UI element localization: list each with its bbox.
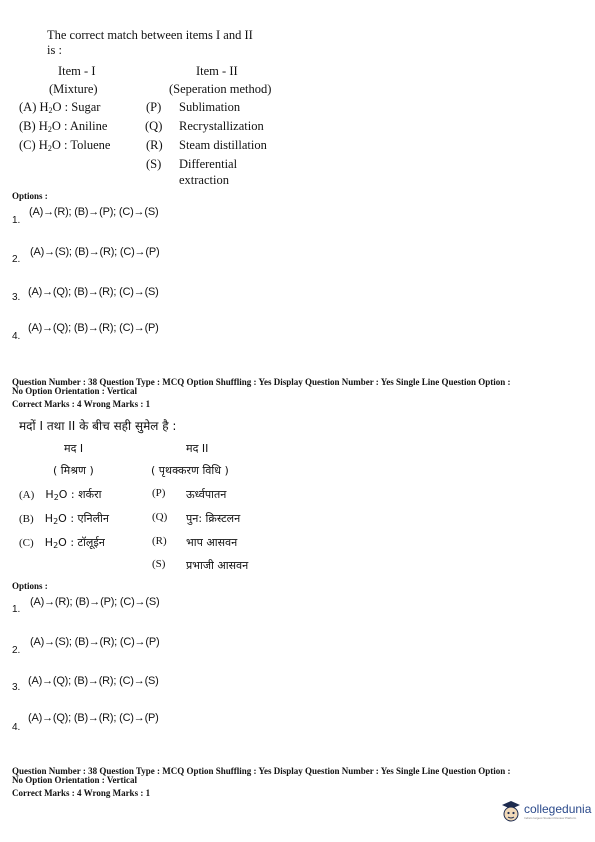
option-number: 3. [12, 292, 21, 303]
left-label: (B) [19, 119, 36, 133]
left-item: $H_2O$ : Toluene [38, 138, 111, 153]
option-text[interactable]: (A)→(S); (B)→(R); (C)→(P) [30, 246, 160, 258]
left-label: (C) [19, 537, 34, 549]
question-meta [12, 378, 510, 409]
options-title: Options : [12, 581, 48, 591]
right-item: Steam distillation [179, 138, 267, 152]
right-item: भाप आसवन [186, 536, 238, 549]
col2-subheader: ( पृथक्करण विधि ) [151, 464, 229, 477]
left-label: (A) [19, 489, 35, 501]
question-meta [12, 767, 510, 798]
right-label: (R) [152, 535, 167, 547]
left-item: $H_2O$ : शर्करा [45, 488, 102, 502]
left-item: $H_2O$ : Sugar [39, 100, 101, 115]
stem-line-2: is : [47, 43, 62, 57]
stem-line-1: The correct match between items I and II [47, 28, 253, 42]
right-label: (R) [146, 138, 163, 152]
option-text[interactable]: (A)→(Q); (B)→(R); (C)→(P) [28, 712, 159, 724]
meta-line-1: Question Number : 38 Question Type : MCQ Option Shuffling : Yes Display Question Number : Yes Single Line Question Option : [12, 766, 511, 776]
left-item: $H_2O$ : टॉलूईन [44, 536, 105, 550]
options-title: Options : [12, 191, 48, 201]
logo-name: collegedunia [524, 802, 592, 816]
match-row [19, 511, 109, 526]
option-text[interactable]: (A)→(R); (B)→(P); (C)→(S) [30, 596, 160, 608]
option-number: 2. [12, 645, 21, 656]
right-item: प्रभाजी आसवन [186, 559, 249, 572]
meta-line-3: Correct Marks : 4 Wrong Marks : 1 [12, 788, 151, 798]
match-row [19, 535, 105, 550]
option-text[interactable]: (A)→(S); (B)→(R); (C)→(P) [30, 636, 160, 648]
collegedunia-logo [500, 799, 591, 823]
col2-subheader: (Seperation method) [169, 82, 272, 96]
col2-header: मद II [186, 442, 209, 455]
left-label: (C) [19, 138, 36, 152]
right-label: (Q) [152, 511, 168, 523]
left-label: (B) [19, 513, 34, 525]
right-item-continued: extraction [179, 173, 229, 187]
option-number: 1. [12, 215, 21, 226]
right-item: Sublimation [179, 100, 241, 114]
option-number: 4. [12, 331, 21, 342]
col1-header: Item - I [58, 64, 96, 78]
option-number: 3. [12, 682, 21, 693]
option-number: 1. [12, 604, 21, 615]
match-row [19, 119, 107, 134]
logo-tagline: India's largest Student Review Platform [524, 816, 577, 820]
match-row [19, 487, 101, 502]
right-label: (S) [146, 157, 162, 171]
right-item: पुन: क्रिस्टलन [186, 512, 241, 525]
col1-header: मद I [64, 442, 84, 455]
meta-line-3: Correct Marks : 4 Wrong Marks : 1 [12, 399, 151, 409]
right-item: Recrystallization [179, 119, 264, 133]
option-number: 4. [12, 722, 21, 733]
right-item: Differential [179, 157, 238, 171]
left-label: (A) [19, 100, 37, 114]
match-row [19, 138, 110, 153]
meta-line-1: Question Number : 38 Question Type : MCQ Option Shuffling : Yes Display Question Number : Yes Single Line Question Option : [12, 377, 511, 387]
right-label: (P) [152, 487, 166, 499]
question-stem-en [47, 28, 253, 58]
col2-header: Item - II [196, 64, 238, 78]
left-item: $H_2O$ : Aniline [38, 119, 108, 134]
col1-subheader: (Mixture) [49, 82, 98, 96]
match-row [19, 100, 100, 115]
option-number: 2. [12, 254, 21, 265]
meta-line-2: No Option Orientation : Vertical [12, 775, 137, 785]
mascot-icon [500, 799, 522, 823]
right-label: (S) [152, 558, 166, 570]
option-text[interactable]: (A)→(R); (B)→(P); (C)→(S) [29, 206, 159, 218]
right-label: (Q) [145, 119, 163, 133]
right-item: ऊर्ध्वपातन [186, 488, 227, 501]
meta-line-2: No Option Orientation : Vertical [12, 386, 137, 396]
left-item: $H_2O$ : एनिलीन [44, 512, 109, 526]
right-label: (P) [146, 100, 162, 114]
question-stem-hi: मदों I तथा II के बीच सही सुमेल है : [19, 419, 177, 433]
option-text[interactable]: (A)→(Q); (B)→(R); (C)→(S) [28, 286, 159, 298]
col1-subheader: ( मिश्रण ) [53, 464, 94, 477]
option-text[interactable]: (A)→(Q); (B)→(R); (C)→(P) [28, 322, 159, 334]
option-text[interactable]: (A)→(Q); (B)→(R); (C)→(S) [28, 675, 159, 687]
